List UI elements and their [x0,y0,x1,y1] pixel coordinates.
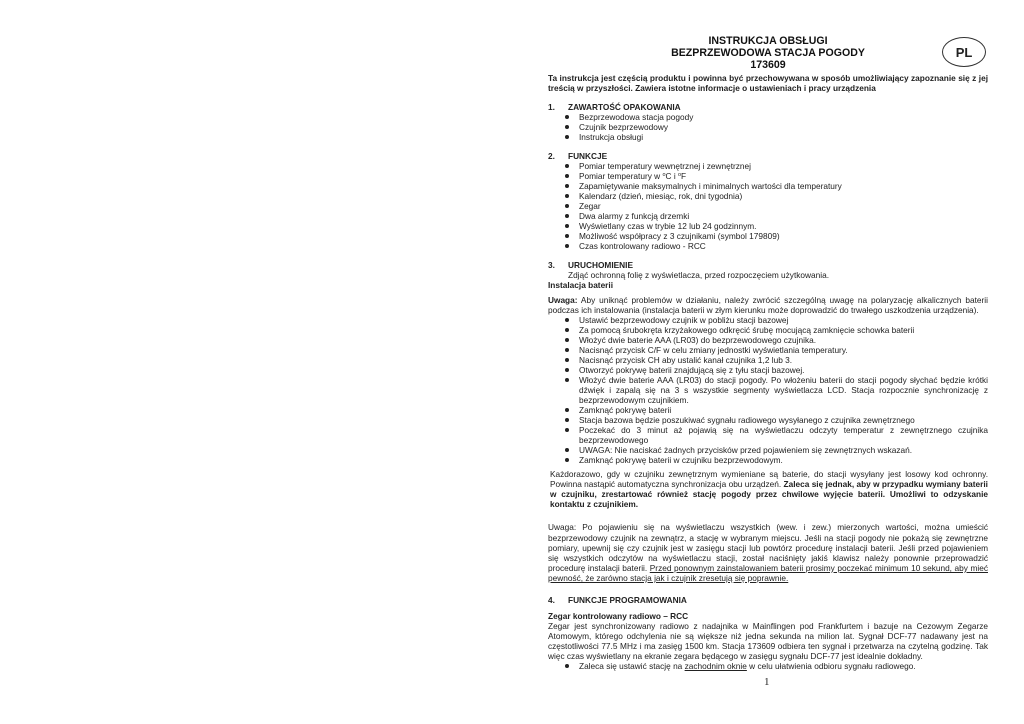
list-item: Kalendarz (dzień, miesiąc, rok, dni tygodnia) [548,191,988,201]
list-item: Zamknąć pokrywę baterii w czujniku bezprzewodowym. [548,455,988,465]
sync-paragraph: Każdorazowo, gdy w czujniku zewnętrznym wymieniane są baterie, do stacji wysyłany jest losowy kod ochronny. Powinna nastąpić automatyczna synchronizacja obu urządzeń. Zaleca się jednak, aby w przypadku wymiany baterii w czujniku, zrestartować również stację pogody przez chwilowe wyjęcie baterii. Umożliwi to odzyskanie kontaktu z czujnikiem. [550,469,988,510]
warning-label: Uwaga: [548,294,578,305]
list-item: Stacja bazowa będzie poszukiwać sygnału radiowego wysyłanego z czujnika zewnętrznego [548,415,988,425]
list-item: Włożyć dwie baterie AAA (LR03) do stacji pogody. Po włożeniu baterii do stacji pogody słychać będzie krótki dźwięk i zapalą się na 3 s wszystkie segmenty wyświetlacza LCD. Stacja rozpocznie synchronizację z bezprzewodowym czujnikiem. [548,375,988,405]
section-3-number: 3. [548,260,555,271]
list-item: Czas kontrolowany radiowo - RCC [548,241,988,251]
bullet-icon [565,234,569,238]
battery-warning [548,295,988,315]
bullet-icon [565,378,569,382]
bullet-icon [565,368,569,372]
installation-steps-list [548,315,988,466]
warning-text: Aby uniknąć problemów w działaniu, należy zwrócić szczególną uwagę na polaryzację alkalicznych baterii podczas ich instalowania (instalacja baterii w złym kierunku może doprowadzić do trwałego uszkodzenia urządzenia). [548,294,988,315]
bullet-icon [565,125,569,129]
bullet-icon [565,224,569,228]
instruction-column [548,35,988,671]
list-item: Instrukcja obsługi [548,132,988,142]
title-line-3: 173609 [750,59,786,72]
bullet-icon [565,448,569,452]
rcc-paragraph: Zegar jest synchronizowany radiowo z nadajnika w Mainflingen pod Frankfurtem i bazuje na Cezowym Zegarze Atomowym, którego odchylenia nie są większe niż jedna sekunda na milion lat. Sygnał DCF-77 nadawany jest na częstotliwości 77.5 MHz i ma zasięg 1500 km. Stacja 173609 odbiera ten sygnał i przetwarza na czytelną godzinę. Tak więc czas wyświetlany na ekranie zegara będącego w zasięgu sygnału DCF-77 jest idealnie dokładny. [548,620,988,661]
bullet-icon [565,204,569,208]
list-item: Za pomocą śrubokręta krzyżakowego odkręcić śrubę mocującą zamknięcie schowka baterii [548,325,988,335]
bullet-icon [565,194,569,198]
bullet-icon [565,338,569,342]
section-1-heading [548,102,988,112]
list-item: Poczekać do 3 minut aż pojawią się na wyświetlaczu odczyty temperatur z zewnętrznego czujnika bezprzewodowego [548,425,988,445]
list-item: Zapamiętywanie maksymalnych i minimalnych wartości dla temperatury [548,181,988,191]
list-item: Możliwość współpracy z 3 czujnikami (symbol 179809) [548,231,988,241]
bullet-icon [565,184,569,188]
list-item: Pomiar temperatury w $^o$C i $^o$F [548,171,988,181]
list-item: Zegar [548,201,988,211]
section-2-title: FUNKCJE [568,150,608,161]
list-item: Bezprzewodowa stacja pogody [548,112,988,122]
list-item: Nacisnąć przycisk C/F w celu zmiany jednostki wyświetlania temperatury. [548,345,988,355]
package-contents-list [548,112,988,142]
document-title [548,35,988,72]
page-number: 1 [764,676,770,688]
bullet-icon [565,135,569,139]
bullet-icon [565,174,569,178]
title-line-1: INSTRUKCJA OBSŁUGI [708,35,828,47]
bullet-icon [565,115,569,119]
bullet-icon [565,358,569,362]
bullet-icon [565,214,569,218]
bullet-icon [565,348,569,352]
list-item: Ustawić bezprzewodowy czujnik w pobliżu stacji bazowej [548,315,988,325]
list-item: Zamknąć pokrywę baterii [548,405,988,415]
section-1-number: 1. [548,101,555,112]
section-4-heading [548,595,988,605]
list-item: Dwa alarmy z funkcją drzemki [548,211,988,221]
bullet-icon [565,418,569,422]
list-item: Otworzyć pokrywę baterii znajdującą się z tyłu stacji bazowej. [548,365,988,375]
section-1-title: ZAWARTOŚĆ OPAKOWANIA [568,101,681,112]
rcc-tips-list [548,661,988,671]
intro-paragraph: Ta instrukcja jest częścią produktu i powinna być przechowywana w sposób umożliwiający zapoznanie się z jej treścią w przyszłości. Zawiera istotne informacje o ustawieniach i pracy urządzenia [548,72,988,93]
section-2-heading [548,151,988,161]
rcc-heading: Zegar kontrolowany radiowo – RCC [548,610,689,621]
section-2-number: 2. [548,150,555,161]
section-4-title: FUNKCJE PROGRAMOWANIA [568,594,687,605]
bullet-icon [565,408,569,412]
bullet-icon [565,428,569,432]
list-item: Wyświetlany czas w trybie 12 lub 24 godzinnym. [548,221,988,231]
bullet-icon [565,328,569,332]
list-item: Pomiar temperatury wewnętrznej i zewnętrznej [548,161,988,171]
language-badge: PL [942,37,986,67]
section-4-number: 4. [548,594,555,605]
display-note-paragraph: Uwaga: Po pojawieniu się na wyświetlaczu wszystkich (wew. i zew.) mierzonych wartości, można umieścić bezprzewodowy czujnik na zewnątrz, a stację w wybranym miejscu. Jeśli na stacji pogody nie pokażą się zewnętrzne pomiary, upewnij się czy czujnik jest w zasięgu stacji lub powtórz procedurę instalacji baterii. Jeśli przed pojawieniem się wszystkich odczytów na wyświetlaczu stacji, został naciśnięty jakiś klawisz należy ponownie przeprowadzić procedurę instalacji baterii. Przed ponownym zainstalowaniem baterii prosimy poczekać minimum 10 sekund, aby mieć pewność, że zarówno stacja jak i czujnik zresetują się poprawnie. [548,522,988,583]
bullet-icon [565,458,569,462]
bullet-icon [565,664,569,668]
bullet-icon [565,318,569,322]
startup-intro: Zdjąć ochronną folię z wyświetlacza, przed rozpoczęciem użytkowania. [568,270,830,281]
list-item: Nacisnąć przycisk CH aby ustalić kanał czujnika 1,2 lub 3. [548,355,988,365]
functions-list [548,161,988,251]
section-3-heading [548,260,988,270]
list-item: UWAGA: Nie naciskać żadnych przycisków przed pojawieniem się zewnętrznych wskazań. [548,445,988,455]
bullet-icon [565,164,569,168]
title-line-2: BEZPRZEWODOWA STACJA POGODY [671,47,865,60]
list-item: Włożyć dwie baterie AAA (LR03) do bezprzewodowego czujnika. [548,335,988,345]
list-item: Czujnik bezprzewodowy [548,122,988,132]
list-item: Zaleca się ustawić stację na zachodnim oknie w celu ułatwienia odbioru sygnału radiowego. [548,661,988,671]
section-3-title: URUCHOMIENIE [568,260,633,271]
bullet-icon [565,244,569,248]
battery-installation-heading: Instalacja baterii [548,280,614,291]
